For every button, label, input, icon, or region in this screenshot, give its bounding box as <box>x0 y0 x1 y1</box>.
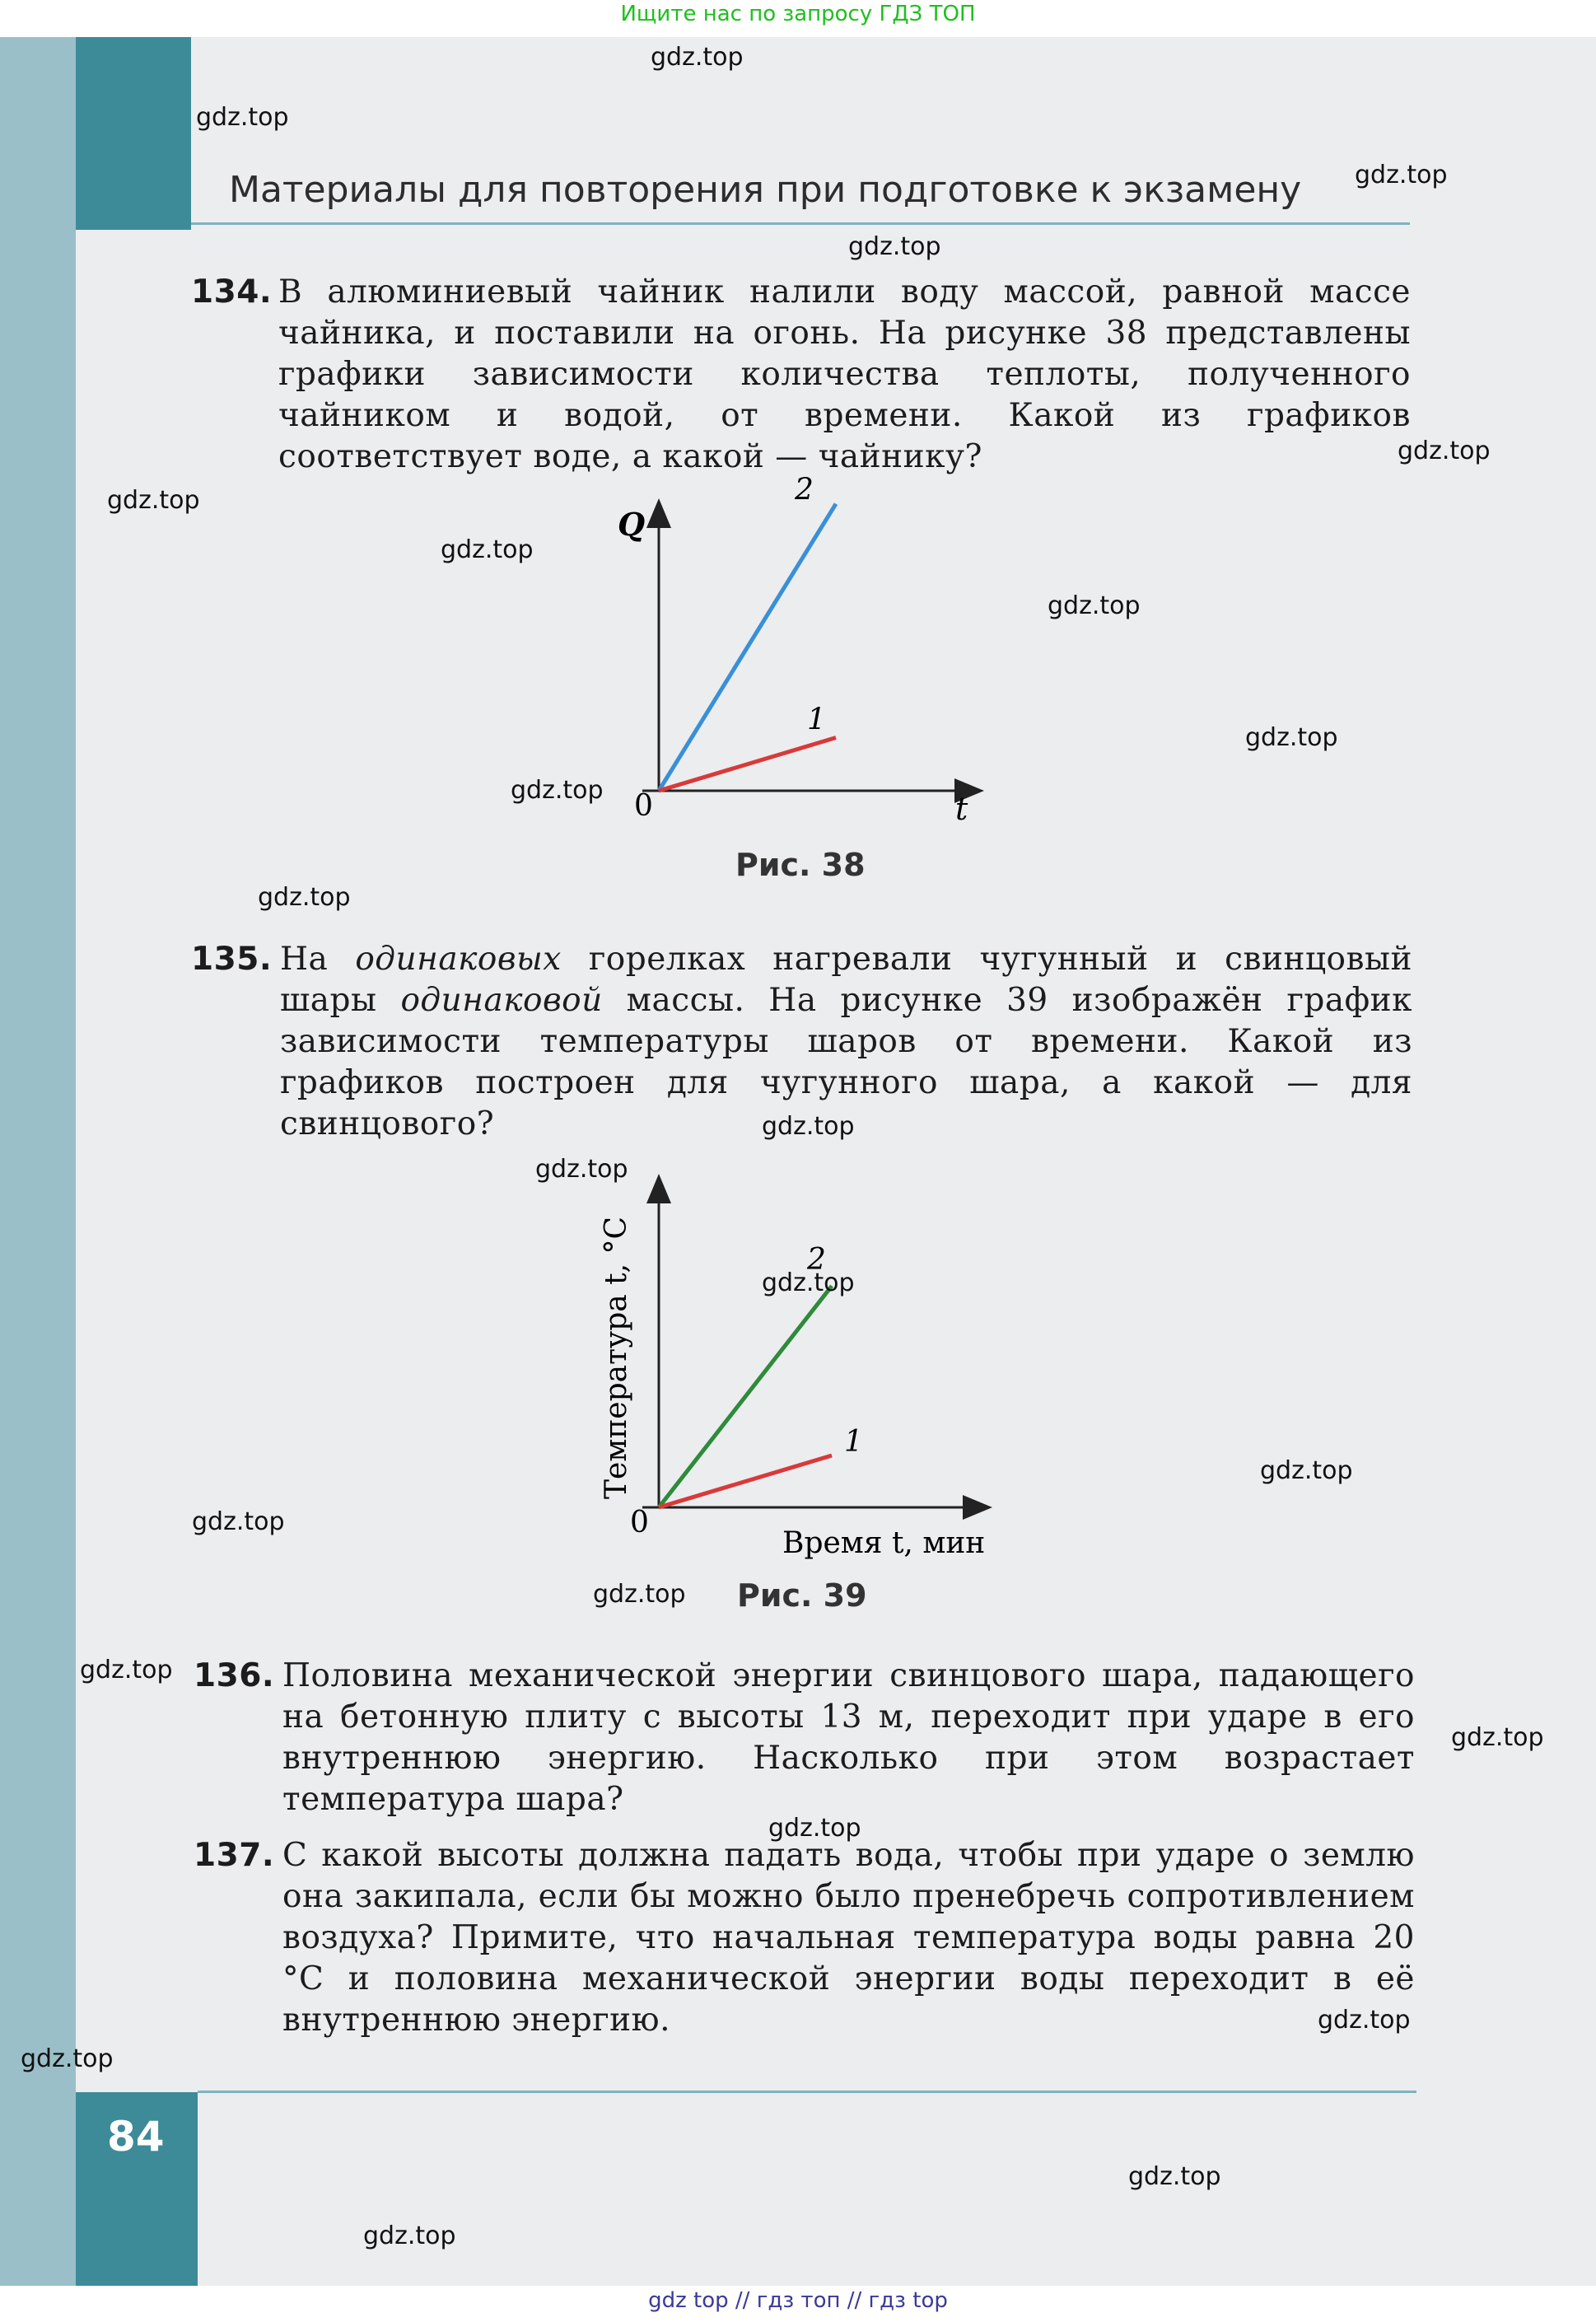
watermark: gdz.top <box>441 535 534 564</box>
y-axis-label: Q <box>618 506 646 543</box>
y-axis-label: Температура t, °C <box>600 1216 633 1499</box>
bottom-banner[interactable]: gdz top // гдз топ // гдз top <box>648 2288 948 2313</box>
series-label-1: 1 <box>807 703 826 737</box>
watermark: gdz.top <box>21 2044 114 2073</box>
problem-number: 135. <box>191 941 273 978</box>
problem-number: 137. <box>194 1837 275 1874</box>
left-margin-strip <box>0 37 76 2286</box>
origin-label: 0 <box>634 789 653 823</box>
header-tab <box>76 37 191 230</box>
watermark: gdz.top <box>192 1507 285 1536</box>
problem-number: 134. <box>191 273 273 311</box>
problem-134 <box>191 272 1411 478</box>
watermark: gdz.top <box>1245 723 1338 752</box>
watermark: gdz.top <box>1398 437 1491 465</box>
x-axis-label: t <box>955 791 968 827</box>
watermark: gdz.top <box>363 2222 456 2250</box>
watermark: gdz.top <box>651 43 744 72</box>
problem-text-part: На <box>280 941 356 978</box>
series-line-2 <box>659 1286 832 1507</box>
problem-text-part: горелках нагревали чугунный и свинцовый шары <box>280 941 1412 1019</box>
x-axis-label: Время t, мин <box>782 1526 986 1560</box>
problem-text-part: массы. На рисунке 39 изображён график зависимости температуры шаров от времени. Какой из графиков построен для чугунного шара, а какой — для свинцового? <box>280 982 1412 1142</box>
watermark: gdz.top <box>196 103 289 132</box>
watermark: gdz.top <box>1048 591 1141 620</box>
problem-text: В алюминиевый чайник налили воду массой, равной массе чайника, и поставили на огонь. На рисунке 38 представлены графики зависимости количества теплоты, полученного чайником и водой, от времени. Какой из графиков соответствует воде, а какой — чайнику? <box>278 273 1411 475</box>
page-header-title: Материалы для повторения при подготовке к экзамену <box>229 169 1302 211</box>
watermark: gdz.top <box>1128 2162 1221 2191</box>
watermark: gdz.top <box>768 1814 861 1843</box>
watermark: gdz.top <box>1355 161 1448 189</box>
watermark: gdz.top <box>107 486 200 515</box>
watermark: gdz.top <box>535 1155 628 1184</box>
figure-38-caption: Рис. 38 <box>735 847 866 883</box>
figure-38-chart <box>609 473 996 848</box>
watermark: gdz.top <box>258 883 351 912</box>
watermark: gdz.top <box>1318 2006 1411 2035</box>
footer-rule <box>198 2091 1416 2093</box>
series-label-2: 2 <box>795 473 814 507</box>
problem-136 <box>194 1656 1415 1820</box>
watermark: gdz.top <box>762 1112 855 1141</box>
origin-label: 0 <box>630 1506 649 1539</box>
problem-text: С какой высоты должна падать вода, чтобы при ударе о землю она закипала, если бы можно было пренебречь сопротивлением воздуха? Примите, что начальная температура воды равна 20 °C и половина механической энергии воды переходит в её внутреннюю энергию. <box>282 1837 1415 2039</box>
series-line-1 <box>659 1455 832 1507</box>
watermark: gdz.top <box>1451 1723 1544 1752</box>
watermark: gdz.top <box>762 1268 855 1297</box>
series-label-2: 2 <box>807 1243 826 1278</box>
page-number: 84 <box>107 2113 165 2161</box>
top-banner[interactable]: Ищите нас по запросу ГДЗ ТОП <box>620 2 976 26</box>
figure-39-chart <box>593 1170 1021 1573</box>
watermark: gdz.top <box>848 232 941 261</box>
watermark: gdz.top <box>511 776 604 805</box>
problem-number: 136. <box>194 1657 275 1694</box>
watermark: gdz.top <box>80 1656 173 1684</box>
watermark: gdz.top <box>1260 1456 1353 1485</box>
watermark: gdz.top <box>593 1580 686 1609</box>
problem-137 <box>194 1835 1415 2041</box>
problem-text-emphasis: одинаковых <box>355 941 562 978</box>
problem-text-emphasis: одинаковой <box>400 982 603 1019</box>
figure-39-caption: Рис. 39 <box>737 1577 867 1614</box>
problem-text: Половина механической энергии свинцового шара, падающего на бетонную плиту с высоты 13 м, переходит при ударе в его внутреннюю энергию. Насколько при этом возрастает температура шара? <box>282 1657 1415 1818</box>
series-label-1: 1 <box>844 1425 863 1459</box>
header-rule <box>191 222 1410 225</box>
